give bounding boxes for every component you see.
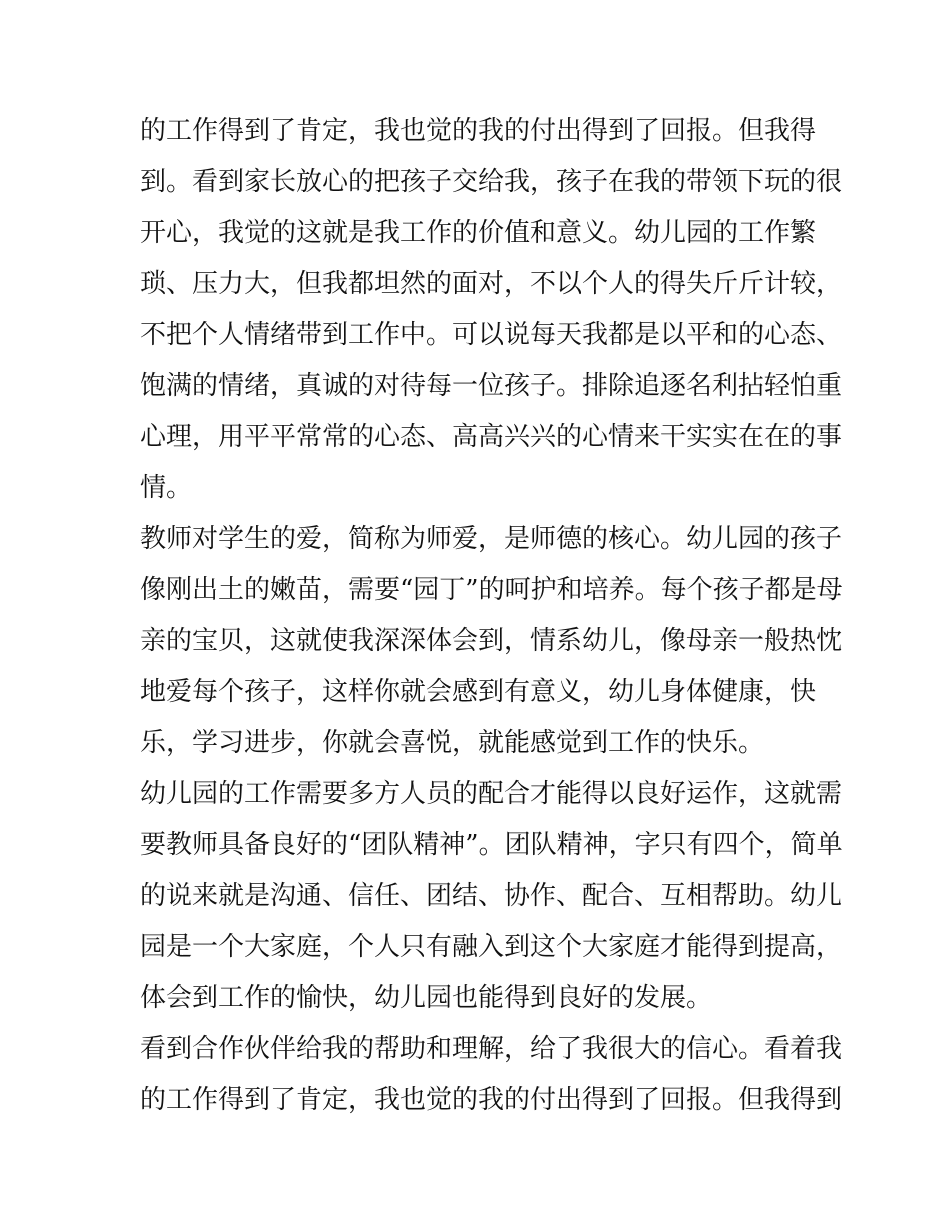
text-line: 幼儿园的工作需要多方人员的配合才能得以良好运作，这就需 — [140, 779, 843, 809]
text-line: 要教师具备良好的“团队精神”。团队精神，字只有四个，简单 — [140, 830, 843, 860]
text-line: 的工作得到了肯定，我也觉的我的付出得到了回报。但我得 — [140, 116, 817, 146]
text-line: 像刚出土的嫩苗，需要“园丁”的呵护和培养。每个孩子都是母 — [140, 575, 843, 605]
text-line: 亲的宝贝，这就使我深深体会到，情系幼儿，像母亲一般热忱 — [140, 626, 843, 656]
text-line: 乐，学习进步，你就会喜悦，就能感觉到工作的快乐。 — [140, 728, 765, 758]
text-line: 的说来就是沟通、信任、团结、协作、配合、互相帮助。幼儿 — [140, 881, 843, 911]
text-line: 的工作得到了肯定，我也觉的我的付出得到了回报。但我得到 — [140, 1085, 843, 1115]
text-line: 体会到工作的愉快，幼儿园也能得到良好的发展。 — [140, 983, 713, 1013]
text-line: 不把个人情绪带到工作中。可以说每天我都是以平和的心态、 — [140, 320, 843, 350]
text-line: 心理，用平平常常的心态、高高兴兴的心情来干实实在在的事 — [140, 422, 843, 452]
text-line: 园是一个大家庭，个人只有融入到这个大家庭才能得到提高， — [140, 932, 843, 962]
text-line: 开心，我觉的这就是我工作的价值和意义。幼儿园的工作繁 — [140, 218, 817, 248]
text-line: 教师对学生的爱，简称为师爱，是师德的核心。幼儿园的孩子 — [140, 524, 843, 554]
text-line: 饱满的情绪，真诚的对待每一位孩子。排除追逐名利拈轻怕重 — [140, 371, 843, 401]
text-line: 琐、压力大，但我都坦然的面对，不以个人的得失斤斤计较， — [140, 269, 843, 299]
text-line: 情。 — [140, 473, 193, 503]
text-line: 地爱每个孩子，这样你就会感到有意义，幼儿身体健康，快 — [140, 677, 817, 707]
text-line: 到。看到家长放心的把孩子交给我，孩子在我的带领下玩的很 — [140, 167, 843, 197]
document-body — [140, 106, 843, 1126]
text-line: 看到合作伙伴给我的帮助和理解，给了我很大的信心。看着我 — [140, 1034, 843, 1064]
